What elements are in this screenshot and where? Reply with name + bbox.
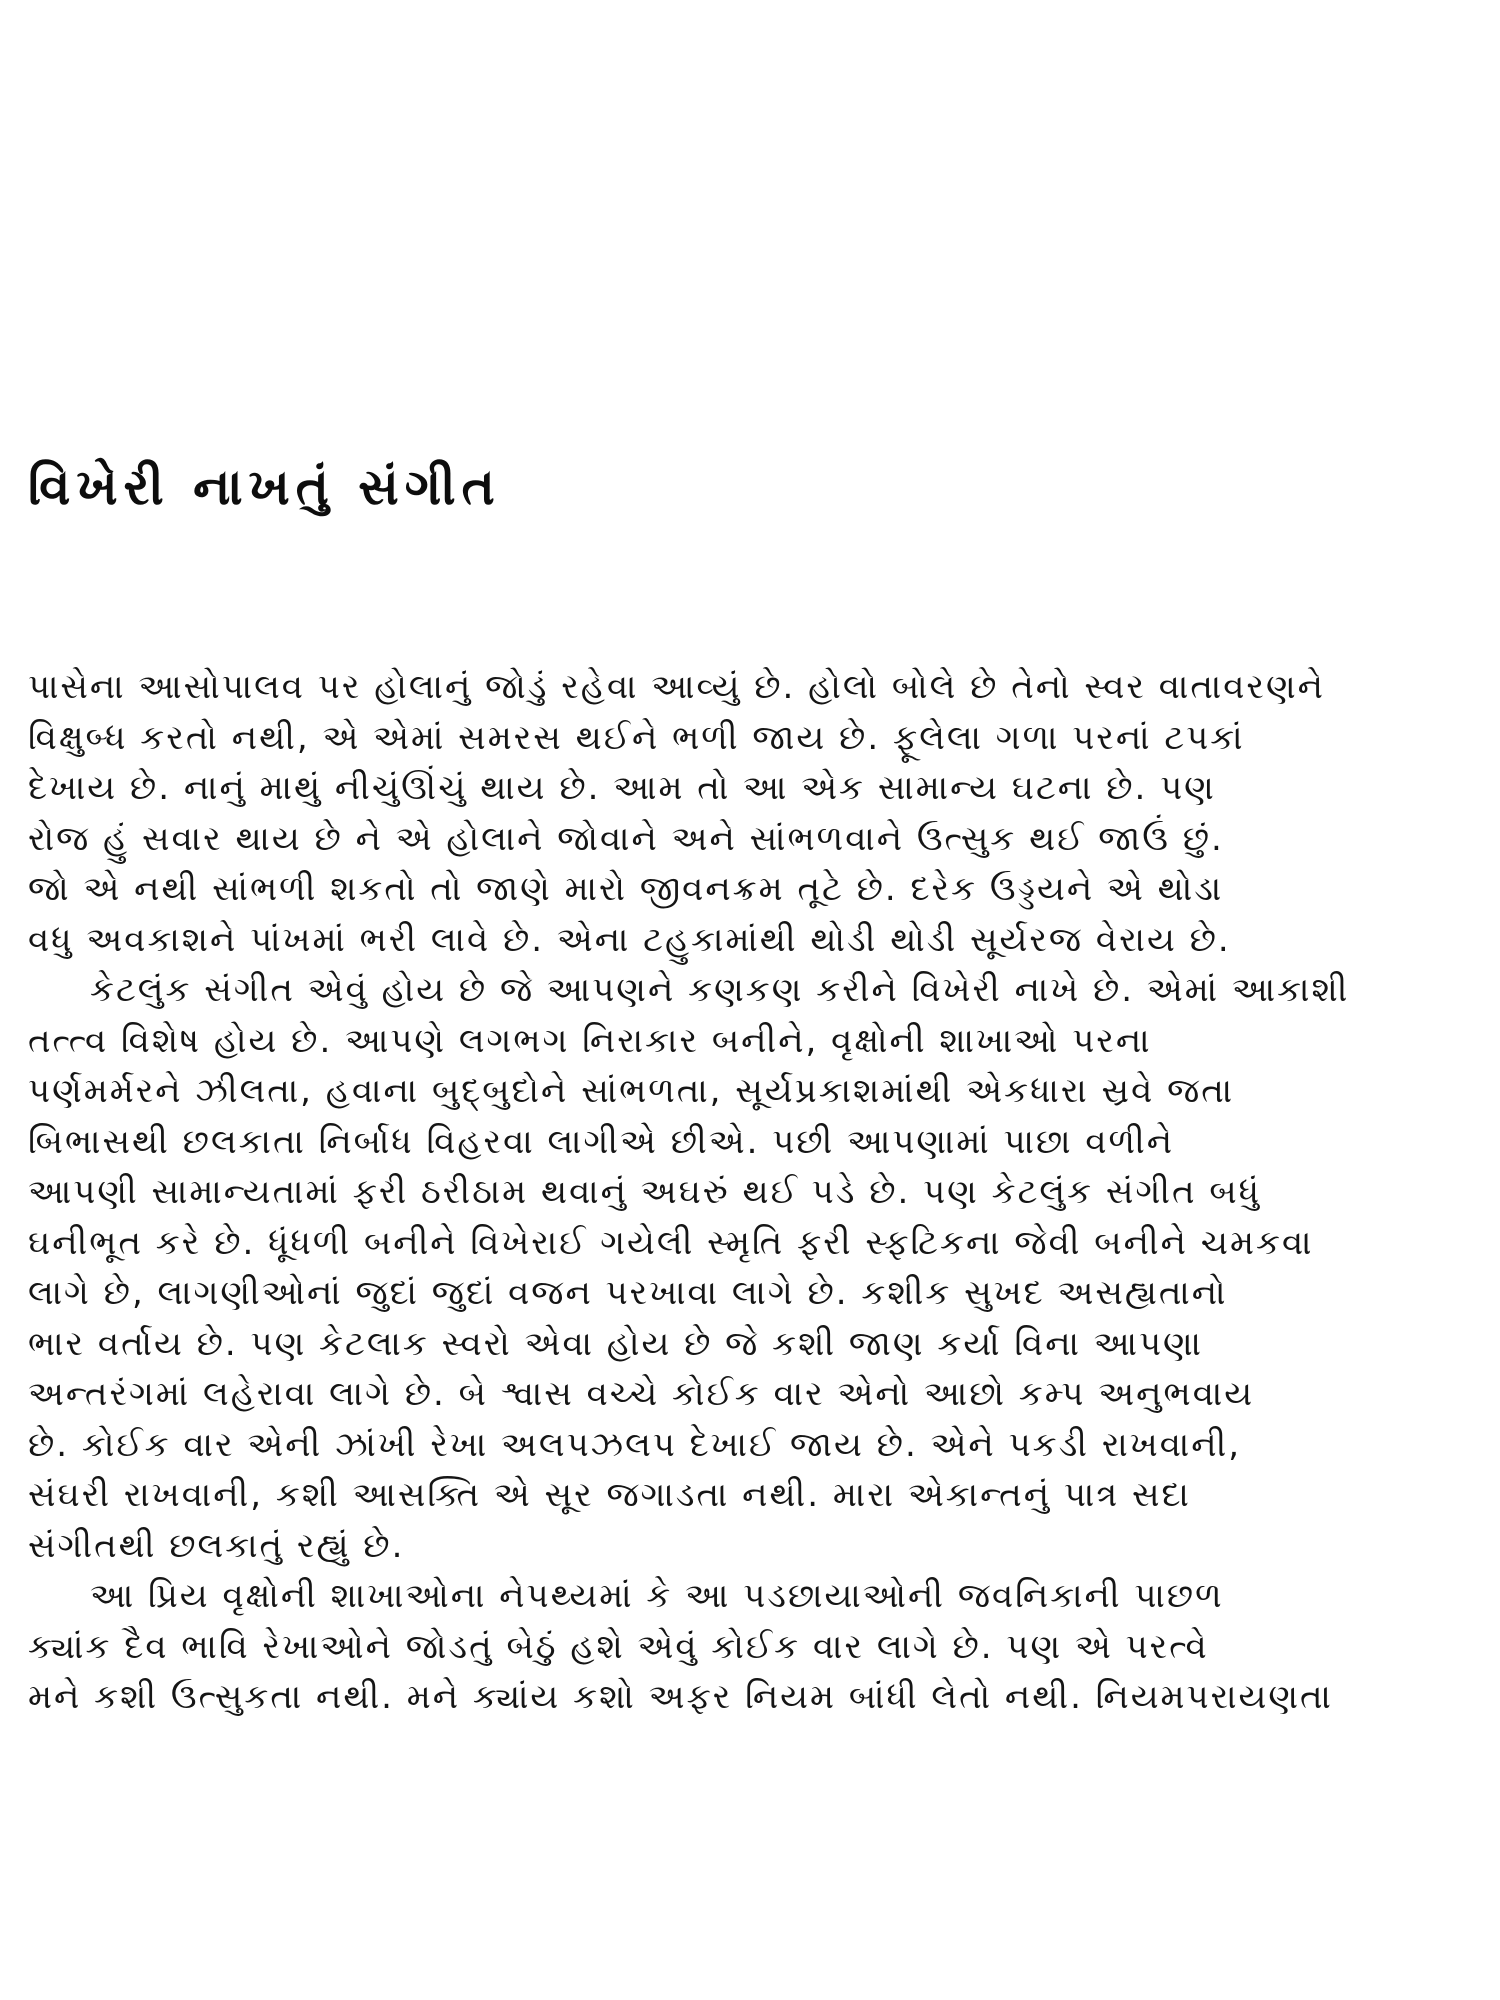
text-line: પર્ણમર્મરને ઝીલતા, હવાના બુદ્બુદોને સાંભળતા, સૂર્યપ્રકાશમાંથી એકધારા સ્રવે જતા [28, 1071, 1235, 1111]
text-line: ભાર વર્તાય છે. પણ કેટલાક સ્વરો એવા હોય છે જે કશી જાણ કર્યા વિના આપણા [28, 1323, 1203, 1364]
text-line: છે. કોઈક વાર એની ઝાંખી રેખા અલપઝલપ દેખાઈ જાય છે. એને પકડી રાખવાની, [28, 1424, 1242, 1465]
text-line: જો એ નથી સાંભળી શકતો તો જાણે મારો જીવનક્રમ તૂટે છે. દરેક ઉડ્ડયને એ થોડા [28, 869, 1224, 909]
text-line: આ પ્રિય વૃક્ષોની શાખાઓના નેપથ્યમાં કે આ પડછાયાઓની જવનિકાની પાછળ [90, 1576, 1224, 1616]
body-text [28, 662, 1480, 1723]
chapter-title: વિખેરી નાખતું સંગીત [28, 458, 501, 516]
text-line: ઘનીભૂત કરે છે. ધૂંધળી બનીને વિખેરાઈ ગયેલી સ્મૃતિ ફરી સ્ફટિકના જેવી બનીને ચમકવા [28, 1222, 1314, 1263]
text-line: દેખાય છે. નાનું માથું નીચુંઊંચું થાય છે. આમ તો આ એક સામાન્ય ઘટના છે. પણ [28, 768, 1216, 808]
text-line: બિભાસથી છલકાતા નિર્બાધ વિહરવા લાગીએ છીએ. પછી આપણામાં પાછા વળીને [28, 1121, 1175, 1162]
text-line: આપણી સામાન્યતામાં ફરી ઠરીઠામ થવાનું અઘરું થઈ પડે છે. પણ કેટલુંક સંગીત બધું [28, 1172, 1262, 1212]
text-line: અન્તરંગમાં લહેરાવા લાગે છે. બે શ્વાસ વચ્ચે કોઈક વાર એનો આછો કમ્પ અનુભવાય [28, 1374, 1255, 1414]
text-line: મને કશી ઉત્સુકતા નથી. મને ક્યાંય કશો અફર નિયમ બાંધી લેતો નથી. નિયમપરાયણતા [28, 1677, 1333, 1717]
text-line: પાસેના આસોપાલવ પર હોલાનું જોડું રહેવા આવ્યું છે. હોલો બોલે છે તેનો સ્વર વાતાવરણને [28, 667, 1325, 707]
text-line: લાગે છે, લાગણીઓનાં જુદાં જુદાં વજન પરખાવા લાગે છે. કશીક સુખદ અસહ્યતાનો [28, 1273, 1228, 1313]
text-line: સંઘરી રાખવાની, કશી આસક્તિ એ સૂર જગાડતા નથી. મારા એકાન્તનું પાત્ર સદા [28, 1475, 1191, 1515]
text-line: ક્યાંક દૈવ ભાવિ રેખાઓને જોડતું બેઠું હશે એવું કોઈક વાર લાગે છે. પણ એ પરત્વે [28, 1626, 1209, 1667]
text-line: રોજ હું સવાર થાય છે ને એ હોલાને જોવાને અને સાંભળવાને ઉત્સુક થઈ જાઉં છું. [28, 818, 1224, 859]
text-line: તત્ત્વ વિશેષ હોય છે. આપણે લગભગ નિરાકાર બનીને, વૃક્ષોની શાખાઓ પરના [28, 1020, 1152, 1061]
text-line: કેટલુંક સંગીત એવું હોય છે જે આપણને કણકણ કરીને વિખેરી નાખે છે. એમાં આકાશી [90, 970, 1350, 1010]
text-line: સંગીતથી છલકાતું રહ્યું છે. [28, 1525, 405, 1566]
text-line: વધુ અવકાશને પાંખમાં ભરી લાવે છે. એના ટહુકામાંથી થોડી થોડી સૂર્યરજ વેરાય છે. [28, 919, 1231, 960]
text-line: વિક્ષુબ્ધ કરતો નથી, એ એમાં સમરસ થઈને ભળી જાય છે. ફૂલેલા ગળા પરનાં ટપકાં [28, 717, 1245, 758]
